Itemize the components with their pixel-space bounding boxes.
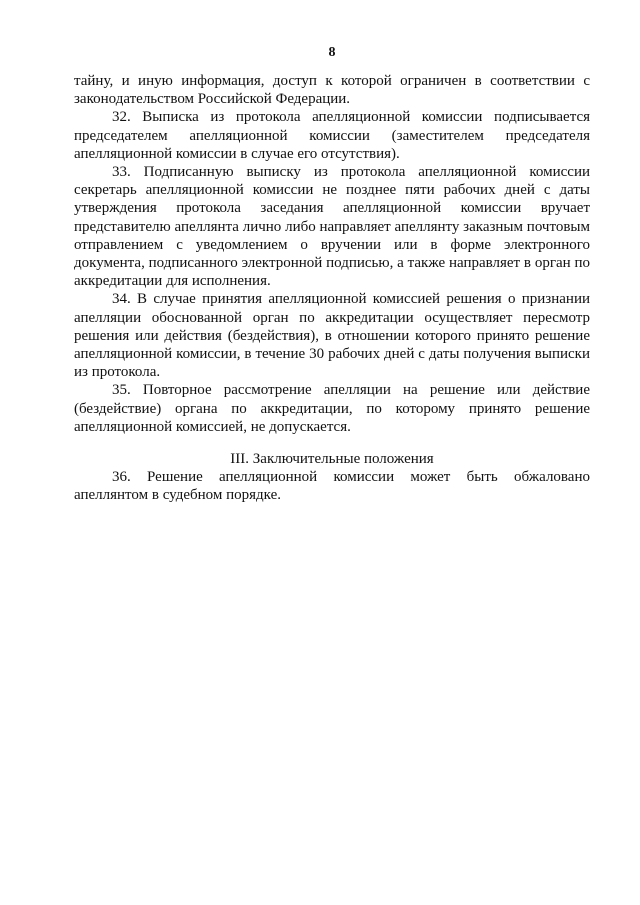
paragraph-33: 33. Подписанную выписку из протокола апелляционной комиссии секретарь апелляционной комиссии не позднее пяти рабочих дней с даты утверждения протокола заседания апелляционной комиссии вручает представителю апеллянта лично либо направляет апеллянту заказным почтовым отправлением с уведомлением о вручении или в форме электронного документа, подписанного электронной подписью, а также направляет в орган по аккредитации для исполнения.	[74, 164, 590, 290]
document-page	[74, 44, 590, 505]
section-title: III. Заключительные положения	[230, 451, 434, 468]
paragraph-35: 35. Повторное рассмотрение апелляции на решение или действие (бездействие) органа по аккредитации, по которому принято решение апелляционной комиссией, не допускается.	[74, 382, 590, 435]
paragraph-32: 32. Выписка из протокола апелляционной комиссии подписывается председателем апелляционной комиссии (заместителем председателя апелляционной комиссии в случае его отсутствия).	[74, 109, 590, 162]
paragraph-34: 34. В случае принятия апелляционной комиссией решения о признании апелляции обоснованной орган по аккредитации осуществляет пересмотр решения или действия (бездействия), в отношении которого принято решение апелляционной комиссии, в течение 30 рабочих дней с даты получения выписки из протокола.	[74, 291, 590, 381]
page-number: 8	[328, 45, 336, 60]
paragraph-36: 36. Решение апелляционной комиссии может быть обжаловано апеллянтом в судебном порядке.	[74, 469, 590, 504]
paragraph-continuation: тайну, и иную информация, доступ к которой ограничен в соответствии с законодательством Российской Федерации.	[74, 73, 590, 108]
